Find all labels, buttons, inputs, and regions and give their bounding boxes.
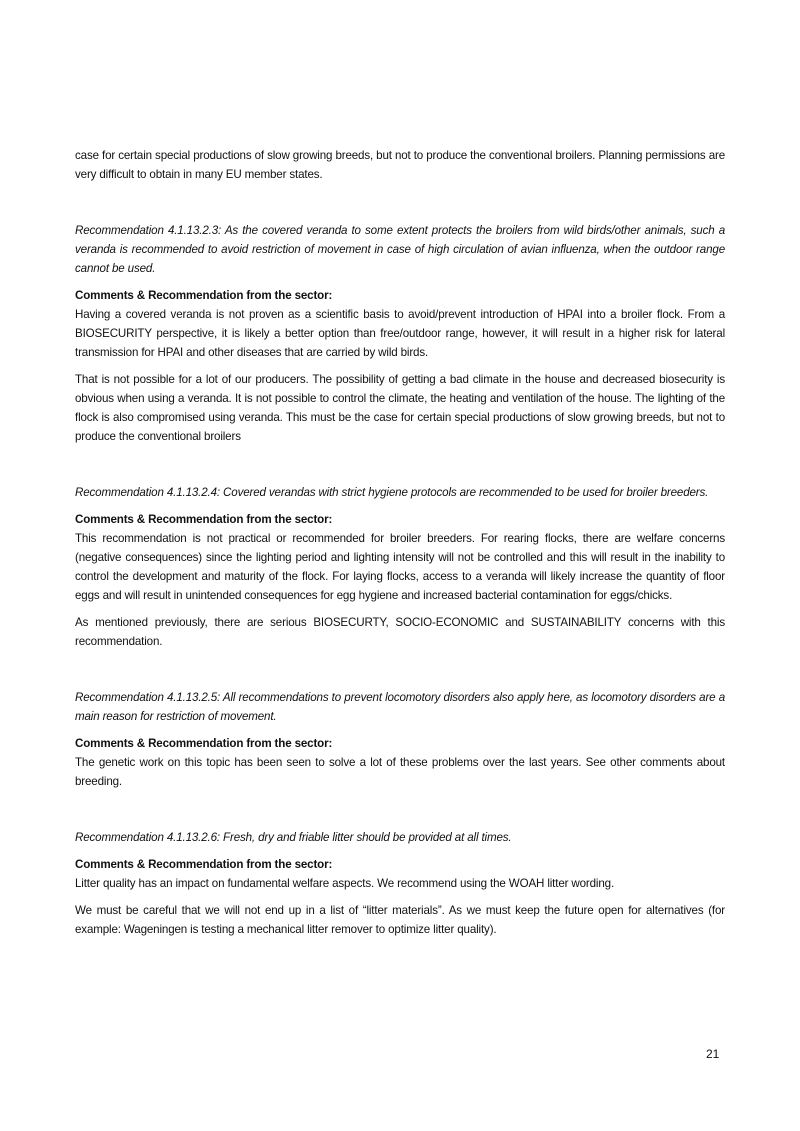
comment-paragraph: That is not possible for a lot of our producers. The possibility of getting a bad climate in the house and decreased biosecurity is obvious when using a veranda. It is not possible to control the climate, the heating and ventilation of the house. The lighting of the flock is also compromised using veranda. This must be the case for certain special productions of slow growing breeds, but not to produce the conventional broilers — [75, 373, 725, 443]
comment-paragraph: This recommendation is not practical or recommended for broiler breeders. For rearing flocks, there are welfare concerns (negative consequences) since the lighting period and lighting intensity will not be controlled and this will result in the inability to control the development and maturity of the flock. For laying flocks, access to a veranda will likely increase the quantity of floor eggs and will result in unintended consequences for egg hygiene and increased bacterial contamination for eggs/chicks. — [75, 532, 725, 602]
section-spacer — [75, 446, 725, 483]
sector-comments-heading: Comments & Recommendation from the sector: — [75, 513, 333, 526]
sector-comments-heading: Comments & Recommendation from the sector: — [75, 737, 333, 750]
comment-paragraph: We must be careful that we will not end up in a list of “litter materials”. As we must keep the future open for alternatives (for example: Wageningen is testing a mechanical litter remover to optimize litter quality). — [75, 904, 725, 936]
sector-comments-heading: Comments & Recommendation from the sector: — [75, 289, 333, 302]
sector-comments-heading: Comments & Recommendation from the sector: — [75, 858, 333, 871]
intro-paragraph: case for certain special productions of slow growing breeds, but not to produce the conventional broilers. Planning permissions are very difficult to obtain in many EU member states. — [75, 149, 725, 181]
document-page — [75, 146, 725, 939]
comment-paragraph: Litter quality has an impact on fundamental welfare aspects. We recommend using the WOAH litter wording. — [75, 877, 615, 890]
recommendation-text: Recommendation 4.1.13.2.6: Fresh, dry and friable litter should be provided at all times. — [75, 831, 512, 844]
page-number: 21 — [706, 1047, 720, 1061]
section-recommendation-4-1-13-2-4 — [75, 483, 725, 651]
comment-paragraph: Having a covered veranda is not proven as a scientific basis to avoid/prevent introduction of HPAI into a broiler flock. From a BIOSECURITY perspective, it is likely a better option than free/outdoor range, however, it will result in a higher risk for lateral transmission for HPAI and other diseases that are carried by wild birds. — [75, 308, 725, 359]
section-recommendation-4-1-13-2-6 — [75, 828, 725, 939]
comment-paragraph: The genetic work on this topic has been seen to solve a lot of these problems over the last years. See other comments about breeding. — [75, 756, 725, 788]
recommendation-text: Recommendation 4.1.13.2.5: All recommendations to prevent locomotory disorders also apply here, as locomotory disorders are a main reason for restriction of movement. — [75, 691, 725, 723]
recommendation-text: Recommendation 4.1.13.2.3: As the covered veranda to some extent protects the broilers from wild birds/other animals, such a veranda is recommended to avoid restriction of movement in case of high circulation of avian influenza, when the outdoor range cannot be used. — [75, 224, 725, 275]
section-spacer — [75, 184, 725, 221]
section-spacer — [75, 791, 725, 828]
recommendation-text: Recommendation 4.1.13.2.4: Covered verandas with strict hygiene protocols are recommended to be used for broiler breeders. — [75, 486, 709, 499]
section-spacer — [75, 651, 725, 688]
section-recommendation-4-1-13-2-3 — [75, 221, 725, 446]
comment-paragraph: As mentioned previously, there are serious BIOSECURTY, SOCIO-ECONOMIC and SUSTAINABILITY concerns with this recommendation. — [75, 616, 725, 648]
section-recommendation-4-1-13-2-5 — [75, 688, 725, 791]
